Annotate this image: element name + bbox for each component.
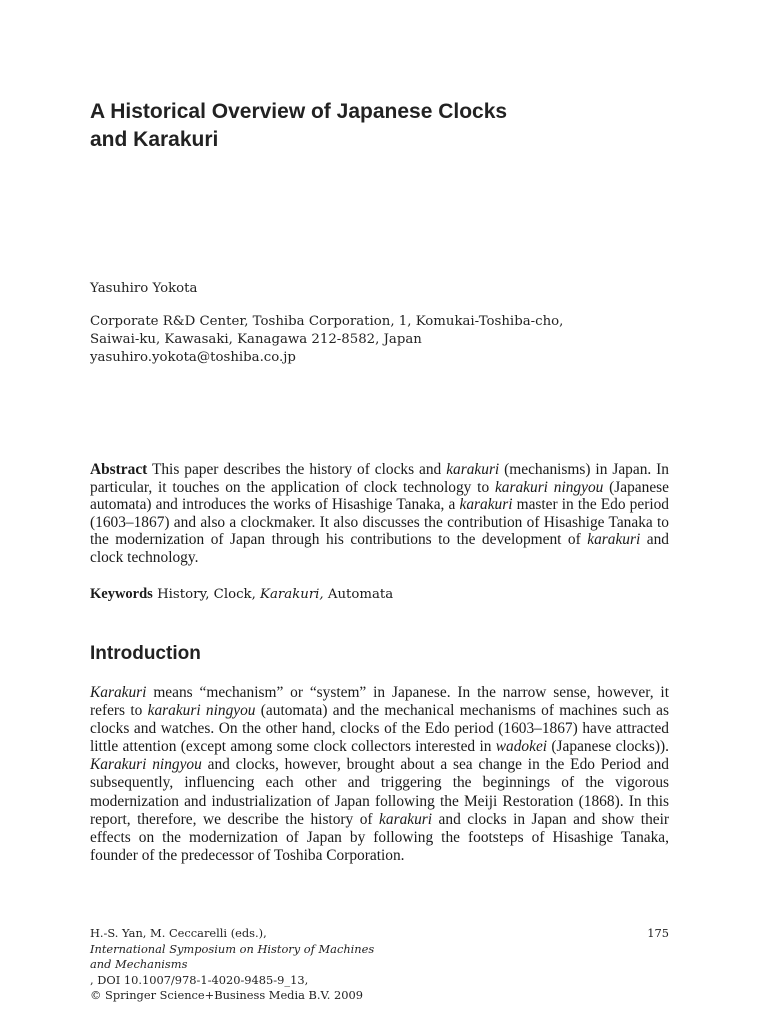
intro-text: (automata) and the mechanical mechanisms of machines such as clocks and watches. On the other hand, clocks of the Edo period (1603–1867) have attracted little attention (except among some clock collectors interested in	[90, 702, 670, 756]
section-heading-introduction: Introduction	[90, 643, 201, 664]
introduction-paragraph	[90, 684, 669, 865]
footer-proceedings-title-cont: and Mechanisms	[90, 957, 188, 971]
page-number: 175	[647, 926, 669, 940]
abstract-label: Abstract	[90, 461, 148, 478]
keywords-text: Automata	[323, 587, 394, 602]
abstract-paragraph	[90, 461, 669, 567]
author-affiliation	[90, 313, 563, 367]
abstract-italic-term: karakuri	[446, 461, 500, 478]
keywords-text: History, Clock,	[152, 587, 261, 602]
intro-italic-term: karakuri ningyou	[147, 702, 256, 720]
intro-text: and clocks, however, brought about a sea change in the Edo Period and subsequently, influencing each other and triggering the beginnings of the vigorous modernization and industrialization of Japan following the Meiji Restoration (1868). In this report, therefore, we describe the history of	[90, 756, 669, 828]
affiliation-line-2: Saiwai-ku, Kawasaki, Kanagawa 212-8582, Japan	[90, 332, 422, 347]
intro-text: (Japanese clocks)).	[547, 738, 670, 756]
affiliation-line-1: Corporate R&D Center, Toshiba Corporation, 1, Komukai-Toshiba-cho,	[90, 314, 564, 329]
title-line-1: A Historical Overview of Japanese Clocks	[90, 100, 508, 123]
intro-text: means “mechanism” or “system” in Japanese. In the narrow sense, however, it refers to	[90, 684, 669, 720]
abstract-text: (Japanese automata) and introduces the works of Hisashige Tanaka, a	[90, 478, 669, 514]
abstract-text: (mechanisms) in Japan. In particular, it touches on the application of clock technology to	[90, 461, 669, 496]
abstract-italic-term: karakuri ningyou	[494, 478, 604, 496]
footer-proceedings-title: International Symposium on History of Machines	[90, 941, 375, 956]
author-name: Yasuhiro Yokota	[90, 281, 198, 296]
footer-line-2	[90, 957, 560, 988]
abstract-italic-term: karakuri	[459, 496, 513, 514]
footer-doi: , DOI 10.1007/978-1-4020-9485-9_13,	[90, 972, 309, 987]
abstract-text: This paper describes the history of clocks and	[147, 461, 447, 478]
intro-italic-term: wadokei	[495, 738, 548, 756]
footer-editors: H.-S. Yan, M. Ceccarelli (eds.),	[90, 926, 267, 940]
intro-italic-term: Karakuri	[90, 684, 147, 701]
abstract-italic-term: karakuri	[587, 531, 641, 549]
abstract-text: master in the Edo period (1603–1867) and also a clockmaker. It also discusses the contribution of Hisashige Tanaka to the modernization of Japan through his contributions to the development of	[90, 496, 669, 549]
keywords-italic: Karakuri,	[260, 587, 324, 602]
intro-text: and clocks in Japan and show their effects on the modernization of Japan by following the footsteps of Hisashige Tanaka, founder of the predecessor of Toshiba Corporation.	[90, 810, 669, 864]
keywords-label: Keywords	[90, 586, 153, 602]
keywords-line	[90, 585, 393, 604]
author-email: yasuhiro.yokota@toshiba.co.jp	[90, 350, 296, 365]
intro-italic-term: karakuri	[379, 810, 433, 828]
footer-copyright: © Springer Science+Business Media B.V. 2009	[90, 988, 363, 1002]
intro-italic-term: Karakuri ningyou	[90, 756, 202, 774]
footer-line-1	[90, 926, 560, 957]
citation-footer	[90, 926, 560, 1004]
paper-title	[90, 98, 690, 154]
title-line-2: and Karakuri	[90, 128, 219, 151]
abstract-text: and clock technology.	[90, 531, 669, 566]
